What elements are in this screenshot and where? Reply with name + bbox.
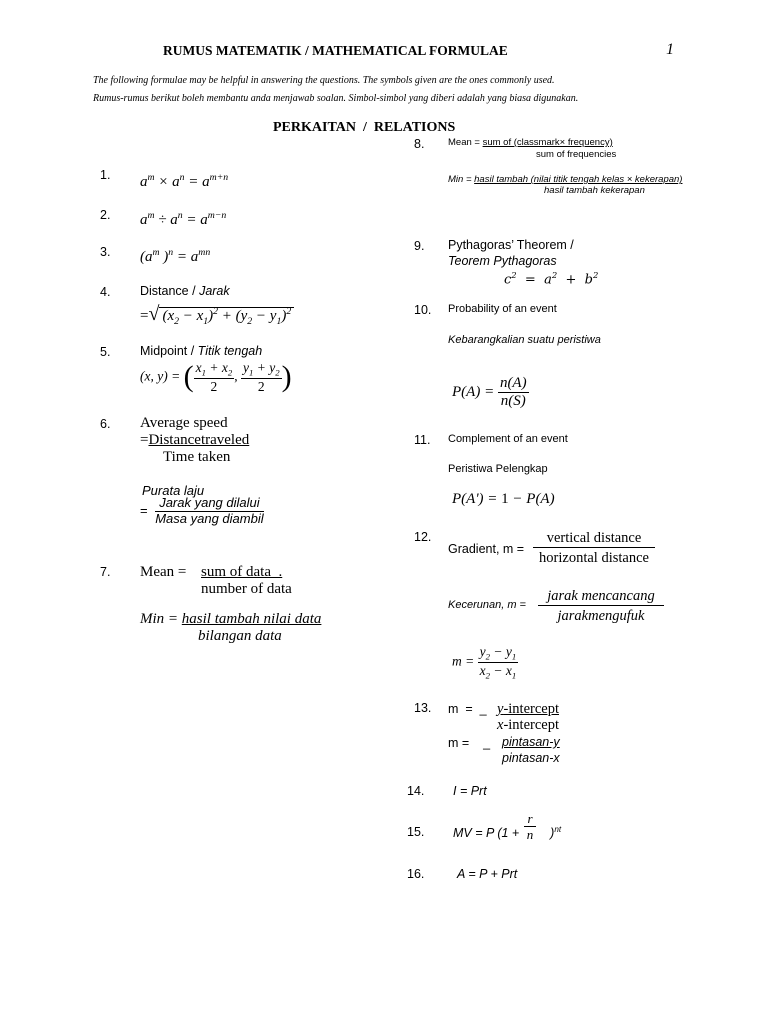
kecerunan-fraction: jarak mencancang jarakmengufuk <box>538 588 664 626</box>
item-number-15: 15. <box>407 825 425 839</box>
complement-label: Complement of an event <box>448 433 568 445</box>
min-grouped-denominator: hasil tambah kekerapan <box>544 185 645 196</box>
gradient-label: Gradient, m = <box>448 542 525 556</box>
formula-15-fraction: r n <box>524 812 536 843</box>
item-number-1: 1. <box>100 168 111 182</box>
formula-10-probability: P(A) = $\frac{n(A)}{n(S)}$ <box>452 375 527 410</box>
y-intercept: y-intercept <box>497 701 559 717</box>
mean-numerator: sum of data . <box>201 564 283 580</box>
complement-label-malay: Peristiwa Pelengkap <box>448 463 548 475</box>
item-number-13: 13. <box>414 701 432 715</box>
m-intercept-label: m = _ <box>448 702 487 716</box>
intro-english: The following formulae may be helpful in answering the questions. The symbols given are the ones commonly used. <box>93 75 555 86</box>
item-number-11: 11. <box>414 433 431 447</box>
page-number: 1 <box>666 41 674 58</box>
probability-label: Probability of an event <box>448 303 557 315</box>
formula-9-pythagoras: $c^2 = a^2 + b^2$ <box>504 270 599 288</box>
mean-grouped-denominator: sum of frequencies <box>536 149 617 160</box>
item-number-14: 14. <box>407 784 425 798</box>
intro-malay: Rumus-rumus berikut boleh membantu anda menjawab soalan. Simbol-simbol yang diberi adalah yang biasa digunakan. <box>93 93 579 104</box>
formula-5-midpoint: (x, y) = ( $\frac{x_1 + x_2}{2}$ , $\frac{y_1 + y_2}{2}$ ) <box>140 360 292 394</box>
item-number-10: 10. <box>414 303 432 317</box>
average-speed-denominator: Time taken <box>163 449 231 465</box>
item-number-12: 12. <box>414 530 432 544</box>
section-heading: PERKAITAN / RELATIONS <box>273 120 456 135</box>
formula-16-amount: A = P + Prt <box>457 867 518 881</box>
formula-15-matured-value: MV = P $(1 + )^{nt}$ <box>453 825 562 841</box>
kecerunan-label: Kecerunan, m = <box>448 599 526 611</box>
page-title: RUMUS MATEMATIK / MATHEMATICAL FORMULAE <box>163 43 508 58</box>
formula-4-distance: =√ $(x_2 - x_1)^2 + (y_2 - y_1)^2$ <box>140 303 294 327</box>
item-number-6: 6. <box>100 417 111 431</box>
mean-label: Mean = <box>140 564 187 580</box>
m-pintasan-label: m = _ <box>448 736 491 750</box>
item-number-7: 7. <box>100 565 111 579</box>
item-number-2: 2. <box>100 208 111 222</box>
purata-laju-label: Purata laju <box>142 483 205 498</box>
mean-denominator: number of data <box>201 581 292 597</box>
item-number-3: 3. <box>100 245 111 259</box>
formula-14-interest: I = Prt <box>453 784 487 798</box>
min-grouped-numerator: Min = hasil tambah (nilai titik tengah kelas × kekerapan) <box>448 174 683 185</box>
formula-11-complement: P(A') = 1 − P(A) <box>452 491 555 507</box>
formula-1: $a^m \times a^n = a^{m+n}$ <box>140 172 229 190</box>
formula-12-gradient-coordinates: m = $\frac{y_2 - y_1}{x_2 - x_1}$ <box>452 644 517 681</box>
average-speed-label: Average speed <box>140 415 228 431</box>
formula-2: $a^m \div a^n = a^{m-n}$ <box>140 210 227 228</box>
item-number-4: 4. <box>100 285 111 299</box>
item-number-9: 9. <box>414 239 425 253</box>
mean-grouped-numerator: Mean = sum of (classmark× frequency) <box>448 137 613 148</box>
pythagoras-title: Pythagoras’ Theorem / <box>448 238 574 252</box>
item-number-5: 5. <box>100 345 111 359</box>
gradient-fraction: vertical distance horizontal distance <box>533 530 655 568</box>
x-intercept: x-intercept <box>497 717 559 733</box>
item-number-8: 8. <box>414 137 425 151</box>
midpoint-label: Midpoint / Titik tengah <box>140 344 263 358</box>
pythagoras-title-malay: Teorem Pythagoras <box>448 254 557 268</box>
pintasan-x: pintasan-x <box>502 751 560 765</box>
item-number-16: 16. <box>407 867 425 881</box>
pintasan-y: pintasan-y <box>502 735 560 749</box>
formula-6-malay: = $\frac{\text{Jarak yang dilalui}}{\text{Masa yang diambil}}$ <box>140 495 264 526</box>
min-label: Min = hasil tambah nilai data <box>140 611 322 627</box>
distance-label: Distance / Jarak <box>140 284 230 298</box>
probability-label-malay: Kebarangkalian suatu peristiwa <box>448 334 601 346</box>
average-speed-numerator: =Distancetraveled <box>140 432 250 448</box>
formula-3: ($a^m$ )$^n = a^{mn}$ <box>140 247 211 265</box>
min-denominator: bilangan data <box>198 628 282 644</box>
